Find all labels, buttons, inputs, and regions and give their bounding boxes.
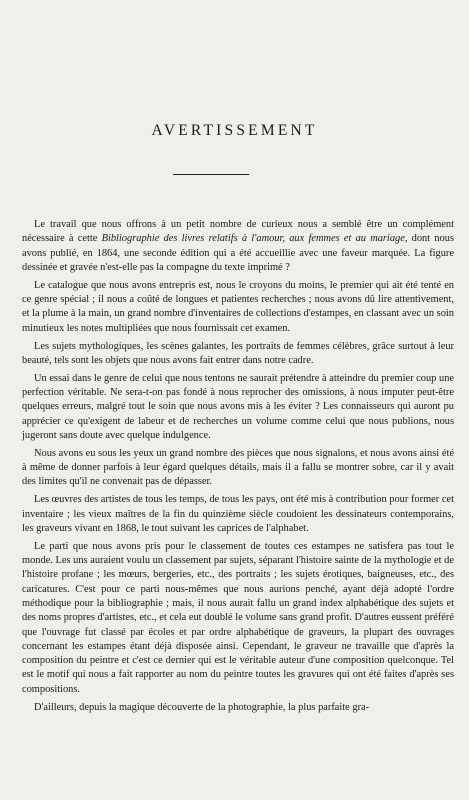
book-title: Bibliographie des livres relatifs à l'amour, aux femmes et au mariage: [101, 233, 405, 245]
paragraph-1-text-a: Le travail que nous offrons à un petit nombre de curieux nous a semblé être un complément nécessaire à cette: [22, 219, 454, 245]
page-title: AVERTISSEMENT: [151, 122, 318, 139]
paragraph-6: Les œuvres des artistes de tous les temps, de tous les pays, ont été mis à contribution pour former cet inventaire ; les vieux maîtres de la fin du quinzième siècle coudoient les dessinateurs contemporains, les graveurs vivant en 1868, le tout suivant les caprices de l'alphabet.: [22, 494, 454, 534]
body-text: [22, 218, 454, 719]
paragraph-7: Le parti que nous avons pris pour le classement de toutes ces estampes ne satisfera pas tout le monde. Les uns auraient voulu un classement par sujets, séparant l'histoire sainte de la mythologie et de l'histoire profane ; les mœurs, bergeries, etc., des portraits ; les sujets érotiques, baigneuses, etc., des caricatures. C'est pour ce parti nous-mêmes que nous aurions penché, ayant déjà adopté l'ordre méthodique pour la bibliographie ; mais, il nous aurait fallu un grand index alphabétique des sujets et des noms propres d'artistes, etc., et cela eut doublé le volume sans grand profit. D'autres eussent préféré que l'ouvrage fut classé par écoles et par ordre alphabétique de graveurs, la plupart des ouvrages concernant les estampes étant déjà disposée ainsi. Cependant, le graveur ne travaille que d'après la composition du peintre et c'est ce dernier qui est le véritable auteur d'une composition quelconque. Tel est le motif qui nous a fait rapporter au nom du peintre toutes les gravures qui ont été faites d'après ses compositions.: [22, 540, 454, 695]
paragraph-5: Nous avons eu sous les yeux un grand nombre des pièces que nous signalons, et nous avons ainsi été à même de donner parfois à leur égard quelques détails, mais il a fallu se montrer sobre, car il y avait des limites qu'il ne convenait pas de dépasser.: [22, 447, 454, 488]
title-divider: [173, 174, 249, 175]
paragraph-1: [22, 218, 454, 275]
paragraph-4: Un essai dans le genre de celui que nous tentons ne saurait prétendre à atteindre du premier coup une perfection véritable. Ne sera-t-on pas fondé à nous reprocher des omissions, à nous imputer peut-être quelques erreurs, malgré tout le soin que nous avons mis à les éviter ? Les connaisseurs qui auront pu apprécier ce qu'exigent de labeur et de recherches un volume comme celui que nous publions, nous jugeront sans doute avec quelque indulgence.: [22, 372, 454, 441]
paragraph-1-text-b: , dont nous avons publié, en 1864, une seconde édition qui a été accueillie avec une faveur marquée. La figure dessinée et gravée n'est-elle pas la compagne du texte imprimé ?: [22, 233, 454, 273]
paragraph-8: D'ailleurs, depuis la magique découverte de la photographie, la plus parfaite gra-: [34, 701, 370, 713]
paragraph-3: Les sujets mythologiques, les scènes galantes, les portraits de femmes célèbres, grâce surtout à leur beauté, tels sont les objets que nous avons fait entrer dans notre cadre.: [22, 340, 454, 366]
paragraph-2: Le catalogue que nous avons entrepris est, nous le croyons du moins, le premier qui ait été tenté en ce genre spécial ; il nous a coûté de longues et patientes recherches ; nous avons dû lire attentivement, et la plume à la main, un grand nombre d'inventaires de collections d'estampes, en classant avec un soin minutieux les notes multipliées que nous fournissait cet examen.: [22, 279, 454, 334]
